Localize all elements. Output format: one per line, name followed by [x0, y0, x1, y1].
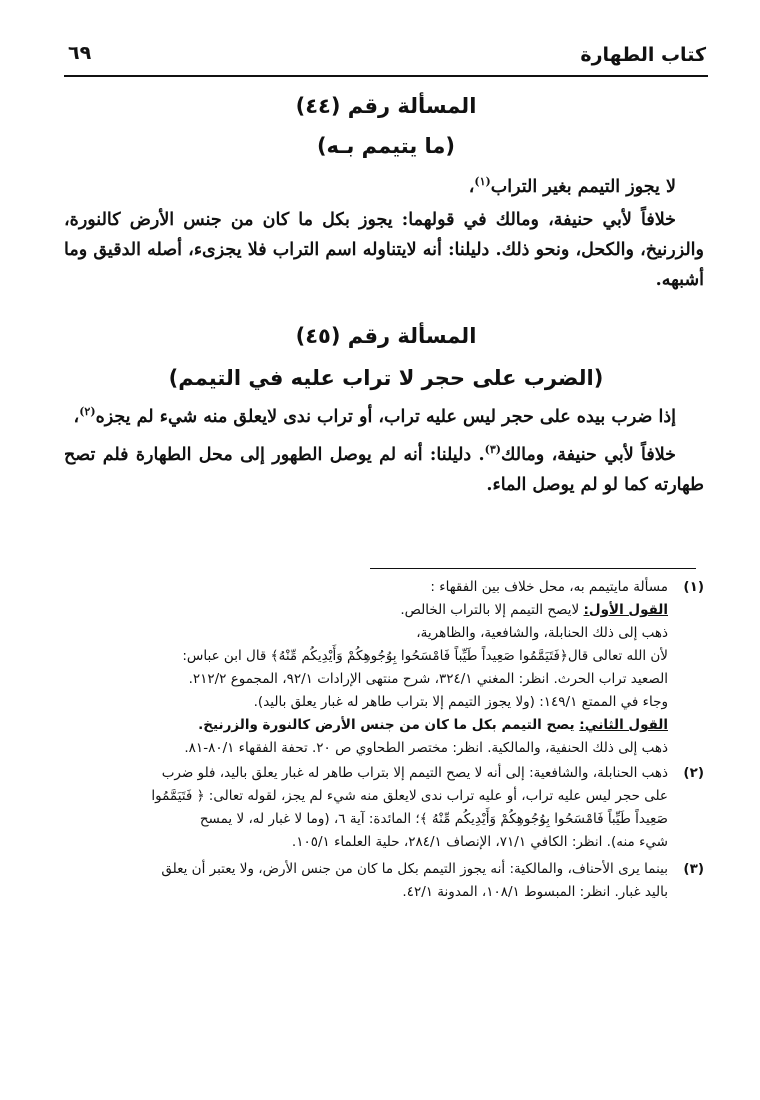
footnote-1: [64, 576, 704, 760]
issue-44-subheading: (ما يتيمم بـه): [316, 134, 456, 158]
footnote-2-line-3: صَعِيداً طَيِّباً فَامْسَحُوا بِوُجُوهِكُمْ وَأَيْدِيكُم مِّنْهُ ﴾؛ المائدة: آية ٦، (وما لا غبار له، لا يمسح: [199, 811, 668, 827]
footnote-1-line-5: الصعيد تراب الحرث. انظر: المغني ٣٢٤/١، شرح منتهى الإرادات ٩٢/١، المجموع ٢١٢/٢.: [188, 671, 668, 687]
first-opinion-text: لايصح التيمم إلا بالتراب الخالص.: [400, 602, 584, 618]
issue-44-discussion: خلافاً لأبي حنيفة، ومالك في قولهما: يجوز بكل ما كان من جنس الأرض كالنورة، والزرنيخ، والكحل، ونحو ذلك. دليلنا: أنه لايتناوله اسم التراب فلا يجزىء، أصله الدقيق وما أشبهه.: [64, 210, 704, 290]
issue-45-discussion-a: خلافاً لأبي حنيفة، ومالك: [501, 445, 677, 465]
book-section-title: كتاب الطهارة: [580, 44, 706, 66]
page-number: ٦٩: [68, 42, 92, 64]
footnote-3-number: (٣): [683, 861, 704, 877]
footnote-1-second-opinion: [64, 714, 668, 737]
issue-44-heading: المسألة رقم (٤٤): [295, 94, 477, 118]
footnote-1-intro: مسألة مايتيمم به، محل خلاف بين الفقهاء :: [430, 579, 668, 595]
second-opinion-text: يصح التيمم بكل ما كان من جنس الأرض كالنورة والزرنيخ.: [198, 717, 580, 733]
footnote-1-line-3: ذهب إلى ذلك الحنابلة، والشافعية، والظاهرية،: [416, 625, 668, 641]
issue-45-statement-end: ،: [73, 407, 80, 427]
issue-45-subheading: (الضرب على حجر لا تراب عليه في التيمم): [168, 366, 604, 390]
footnote-3-line-2: باليد غبار. انظر: المبسوط ١٠٨/١، المدونة ٤٢/١.: [402, 884, 668, 900]
footnote-2-number: (٢): [683, 765, 704, 781]
footnote-1-first-opinion: [64, 599, 668, 622]
issue-45-discussion-b: . دليلنا: أنه لم يوصل الطهور إلى محل الطهارة فلم تصح طهارته كما لو لم يوصل الماء.: [64, 445, 704, 495]
footnote-2-line-1: ذهب الحنابلة، والشافعية: إلى أنه لا يصح التيمم إلا بتراب طاهر له غبار يعلق باليد، فلو ضرب: [161, 765, 668, 781]
footnote-3: [64, 858, 704, 904]
footnote-2-line-4: شيء منه). انظر: الكافي ٧١/١، الإنصاف ٢٨٤/١، حلية العلماء ١٠٥/١.: [291, 834, 668, 850]
issue-44-statement-text: لا يجوز التيمم بغير التراب: [490, 177, 676, 197]
second-opinion-label: القول الثاني:: [579, 717, 668, 733]
footnote-3-line-1: بينما يرى الأحناف، والمالكية: أنه يجوز التيمم بكل ما كان من جنس الأرض، ولا يعتبر أن يعلق: [161, 861, 668, 877]
footnote-1-number: (١): [683, 579, 704, 595]
issue-45-heading: المسألة رقم (٤٥): [295, 324, 477, 348]
footnote-1-line-6: وجاء في الممتع ١٤٩/١: (ولا يجوز التيمم إلا بتراب طاهر له غبار يعلق باليد).: [253, 694, 668, 710]
issue-44-statement-end: ،: [468, 177, 475, 197]
footnote-divider: [370, 568, 696, 569]
footnote-ref-2: (٢): [79, 405, 96, 419]
footnote-1-line-4: لأن الله تعالى قال﴿فَتَيَمَّمُوا صَعِيداً طَيِّباً فَامْسَحُوا بِوُجُوهِكُمْ وَأَيْدِيكُم مِّنْهُ﴾ قال ابن عباس:: [182, 648, 668, 664]
footnote-2: [64, 762, 704, 854]
first-opinion-label: القول الأول:: [583, 602, 668, 618]
footnote-ref-3: (٣): [484, 443, 502, 457]
footnote-1-line-8: ذهب إلى ذلك الحنفية، والمالكية. انظر: مختصر الطحاوي ص ٢٠. تحفة الفقهاء ٨٠/١-٨١.: [184, 740, 668, 756]
issue-45-statement: [64, 402, 676, 432]
footnote-ref-1: (١): [474, 175, 491, 189]
issue-45-discussion: [64, 440, 704, 500]
header-divider: [64, 75, 708, 77]
footnote-2-line-2: على حجر ليس عليه تراب، أو عليه تراب ندى لايعلق منه شيء لم يجز، لقوله تعالى: ﴿ فَتَيَمَّمُوا: [151, 788, 668, 804]
issue-45-statement-text: إذا ضرب بيده على حجر ليس عليه تراب، أو تراب ندى لايعلق منه شيء لم يجزه: [95, 407, 676, 427]
issue-44-statement: [64, 172, 676, 202]
